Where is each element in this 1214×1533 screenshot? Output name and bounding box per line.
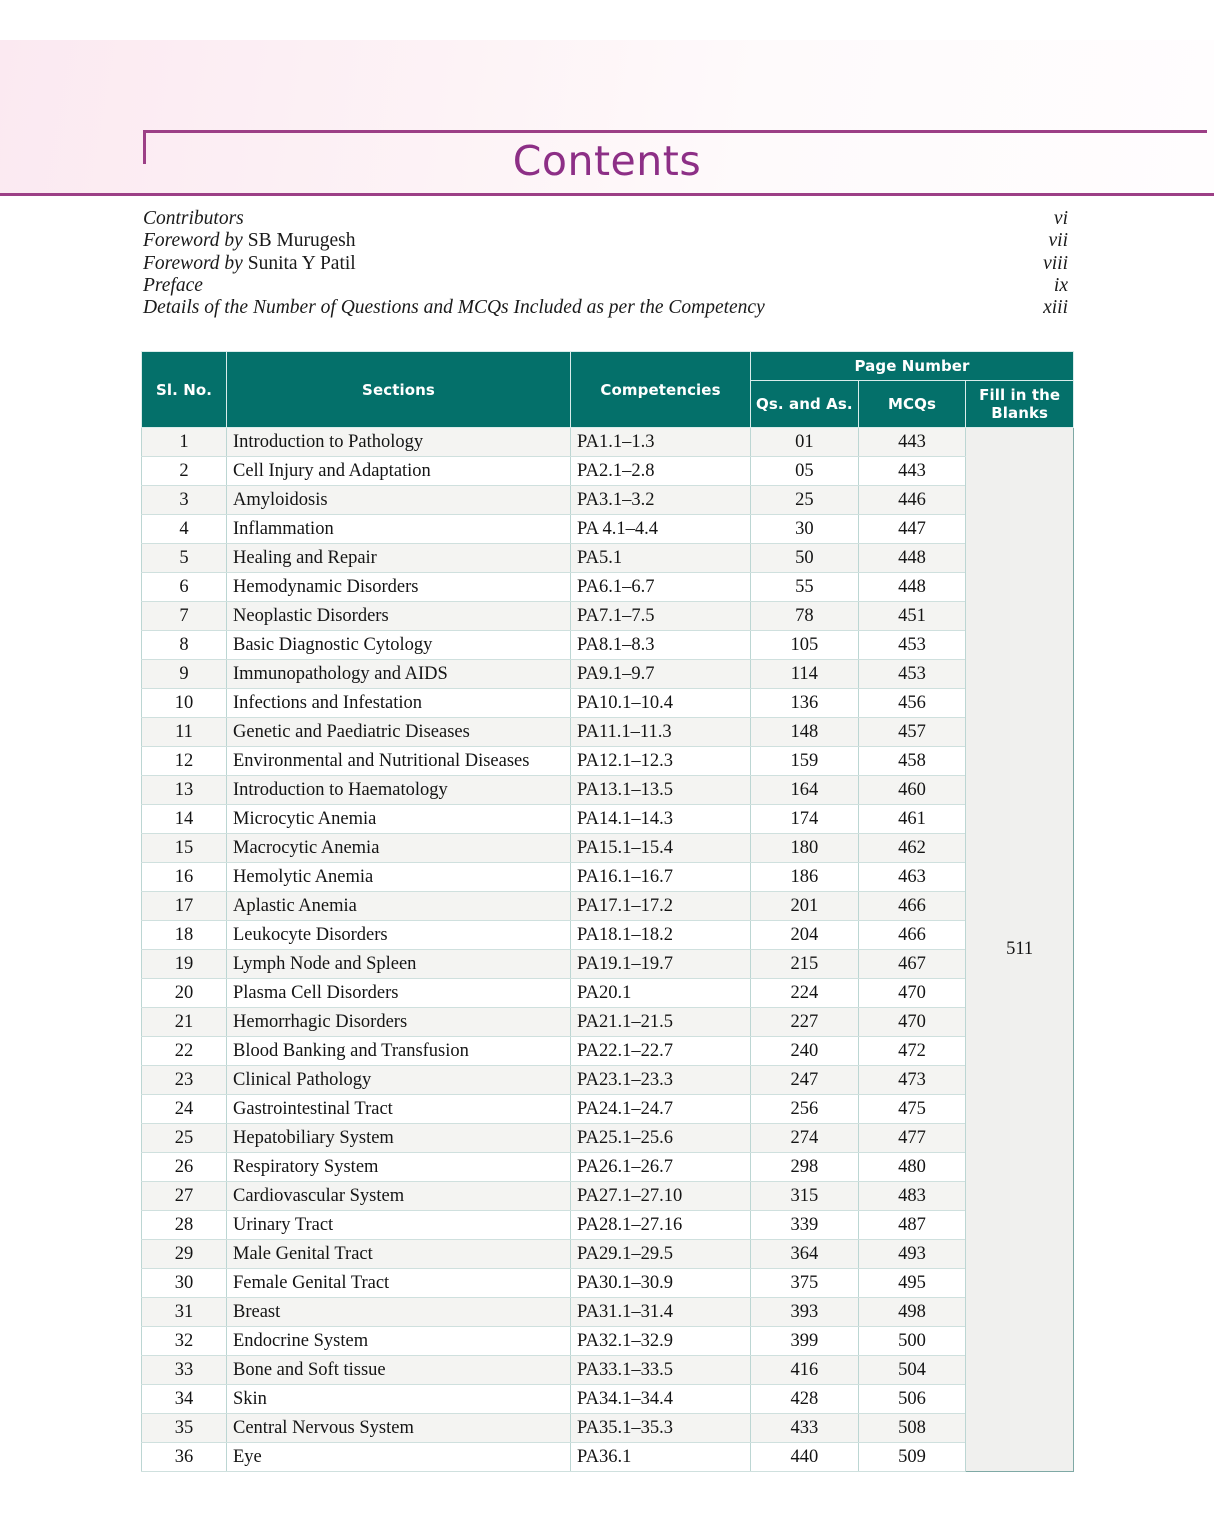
cell-qs-and-as: 215 bbox=[751, 950, 859, 979]
cell-sl-no: 33 bbox=[142, 1356, 227, 1385]
cell-competency: PA17.1–17.2 bbox=[571, 892, 751, 921]
table-row bbox=[142, 776, 1074, 805]
cell-section-name: Healing and Repair bbox=[227, 544, 571, 573]
cell-sl-no: 15 bbox=[142, 834, 227, 863]
cell-qs-and-as: 50 bbox=[751, 544, 859, 573]
frontmatter-entry bbox=[143, 208, 1068, 230]
cell-sl-no: 36 bbox=[142, 1443, 227, 1472]
cell-qs-and-as: 148 bbox=[751, 718, 859, 747]
cell-mcqs: 508 bbox=[858, 1414, 966, 1443]
cell-section-name: Infections and Infestation bbox=[227, 689, 571, 718]
table-row bbox=[142, 457, 1074, 486]
cell-section-name: Urinary Tract bbox=[227, 1211, 571, 1240]
cell-section-name: Genetic and Paediatric Diseases bbox=[227, 718, 571, 747]
cell-section-name: Clinical Pathology bbox=[227, 1066, 571, 1095]
table-row bbox=[142, 1414, 1074, 1443]
cell-mcqs: 470 bbox=[858, 1008, 966, 1037]
cell-mcqs: 457 bbox=[858, 718, 966, 747]
cell-mcqs: 453 bbox=[858, 660, 966, 689]
table-row bbox=[142, 1153, 1074, 1182]
cell-qs-and-as: 180 bbox=[751, 834, 859, 863]
frontmatter-entry bbox=[143, 230, 1068, 252]
cell-mcqs: 495 bbox=[858, 1269, 966, 1298]
table-row bbox=[142, 1066, 1074, 1095]
cell-mcqs: 509 bbox=[858, 1443, 966, 1472]
cell-competency: PA18.1–18.2 bbox=[571, 921, 751, 950]
cell-mcqs: 472 bbox=[858, 1037, 966, 1066]
cell-competency: PA20.1 bbox=[571, 979, 751, 1008]
cell-sl-no: 13 bbox=[142, 776, 227, 805]
cell-qs-and-as: 30 bbox=[751, 515, 859, 544]
cell-qs-and-as: 240 bbox=[751, 1037, 859, 1066]
cell-mcqs: 500 bbox=[858, 1327, 966, 1356]
cell-competency: PA32.1–32.9 bbox=[571, 1327, 751, 1356]
cell-qs-and-as: 298 bbox=[751, 1153, 859, 1182]
cell-mcqs: 463 bbox=[858, 863, 966, 892]
cell-sl-no: 21 bbox=[142, 1008, 227, 1037]
cell-section-name: Aplastic Anemia bbox=[227, 892, 571, 921]
cell-qs-and-as: 256 bbox=[751, 1095, 859, 1124]
table-row bbox=[142, 1356, 1074, 1385]
cell-section-name: Amyloidosis bbox=[227, 486, 571, 515]
cell-mcqs: 453 bbox=[858, 631, 966, 660]
cell-section-name: Microcytic Anemia bbox=[227, 805, 571, 834]
cell-sl-no: 11 bbox=[142, 718, 227, 747]
cell-competency: PA24.1–24.7 bbox=[571, 1095, 751, 1124]
table-row bbox=[142, 544, 1074, 573]
cell-competency: PA19.1–19.7 bbox=[571, 950, 751, 979]
cell-sl-no: 28 bbox=[142, 1211, 227, 1240]
cell-mcqs: 480 bbox=[858, 1153, 966, 1182]
frontmatter-entry bbox=[143, 297, 1068, 319]
cell-section-name: Introduction to Pathology bbox=[227, 428, 571, 457]
table-row bbox=[142, 428, 1074, 457]
cell-mcqs: 451 bbox=[858, 602, 966, 631]
cell-sl-no: 22 bbox=[142, 1037, 227, 1066]
cell-qs-and-as: 159 bbox=[751, 747, 859, 776]
cell-competency: PA1.1–1.3 bbox=[571, 428, 751, 457]
table-row bbox=[142, 660, 1074, 689]
cell-mcqs: 477 bbox=[858, 1124, 966, 1153]
cell-qs-and-as: 416 bbox=[751, 1356, 859, 1385]
page-title: Contents bbox=[512, 137, 702, 185]
cell-competency: PA23.1–23.3 bbox=[571, 1066, 751, 1095]
cell-qs-and-as: 339 bbox=[751, 1211, 859, 1240]
table-row bbox=[142, 1182, 1074, 1211]
cell-section-name: Leukocyte Disorders bbox=[227, 921, 571, 950]
cell-section-name: Gastrointestinal Tract bbox=[227, 1095, 571, 1124]
cell-sl-no: 30 bbox=[142, 1269, 227, 1298]
cell-competency: PA8.1–8.3 bbox=[571, 631, 751, 660]
cell-competency: PA13.1–13.5 bbox=[571, 776, 751, 805]
cell-section-name: Male Genital Tract bbox=[227, 1240, 571, 1269]
cell-competency: PA15.1–15.4 bbox=[571, 834, 751, 863]
cell-mcqs: 456 bbox=[858, 689, 966, 718]
cell-competency: PA27.1–27.10 bbox=[571, 1182, 751, 1211]
cell-sl-no: 19 bbox=[142, 950, 227, 979]
cell-competency: PA2.1–2.8 bbox=[571, 457, 751, 486]
cell-mcqs: 504 bbox=[858, 1356, 966, 1385]
column-header-qs-and-as: Qs. and As. bbox=[751, 381, 859, 428]
cell-qs-and-as: 05 bbox=[751, 457, 859, 486]
cell-mcqs: 458 bbox=[858, 747, 966, 776]
cell-sl-no: 3 bbox=[142, 486, 227, 515]
cell-mcqs: 446 bbox=[858, 486, 966, 515]
cell-sl-no: 6 bbox=[142, 573, 227, 602]
frontmatter-label: Contributors bbox=[143, 208, 244, 229]
table-row bbox=[142, 573, 1074, 602]
table-row bbox=[142, 892, 1074, 921]
cell-sl-no: 23 bbox=[142, 1066, 227, 1095]
frontmatter-label-name: Sunita Y Patil bbox=[247, 252, 356, 274]
cell-sl-no: 18 bbox=[142, 921, 227, 950]
cell-sl-no: 10 bbox=[142, 689, 227, 718]
cell-sl-no: 20 bbox=[142, 979, 227, 1008]
header-divider-rule bbox=[0, 193, 1214, 196]
cell-mcqs: 460 bbox=[858, 776, 966, 805]
cell-mcqs: 487 bbox=[858, 1211, 966, 1240]
cell-mcqs: 506 bbox=[858, 1385, 966, 1414]
table-row bbox=[142, 1095, 1074, 1124]
cell-section-name: Environmental and Nutritional Diseases bbox=[227, 747, 571, 776]
cell-qs-and-as: 105 bbox=[751, 631, 859, 660]
cell-fill-in-the-blanks: 511 bbox=[966, 428, 1074, 1472]
cell-qs-and-as: 315 bbox=[751, 1182, 859, 1211]
cell-mcqs: 483 bbox=[858, 1182, 966, 1211]
cell-qs-and-as: 114 bbox=[751, 660, 859, 689]
cell-qs-and-as: 274 bbox=[751, 1124, 859, 1153]
cell-competency: PA21.1–21.5 bbox=[571, 1008, 751, 1037]
table-row bbox=[142, 921, 1074, 950]
contents-table-body bbox=[142, 428, 1074, 1472]
frontmatter-entry bbox=[143, 275, 1068, 297]
cell-section-name: Central Nervous System bbox=[227, 1414, 571, 1443]
column-header-page-number: Page Number bbox=[751, 352, 1074, 381]
cell-competency: PA29.1–29.5 bbox=[571, 1240, 751, 1269]
frontmatter-entry bbox=[143, 253, 1068, 275]
cell-competency: PA10.1–10.4 bbox=[571, 689, 751, 718]
cell-section-name: Hepatobiliary System bbox=[227, 1124, 571, 1153]
cell-section-name: Skin bbox=[227, 1385, 571, 1414]
cell-competency: PA34.1–34.4 bbox=[571, 1385, 751, 1414]
cell-sl-no: 7 bbox=[142, 602, 227, 631]
cell-mcqs: 448 bbox=[858, 573, 966, 602]
cell-competency: PA31.1–31.4 bbox=[571, 1298, 751, 1327]
cell-qs-and-as: 55 bbox=[751, 573, 859, 602]
contents-table bbox=[141, 351, 1074, 1472]
cell-sl-no: 35 bbox=[142, 1414, 227, 1443]
cell-qs-and-as: 78 bbox=[751, 602, 859, 631]
cell-mcqs: 498 bbox=[858, 1298, 966, 1327]
cell-competency: PA6.1–6.7 bbox=[571, 573, 751, 602]
cell-competency: PA9.1–9.7 bbox=[571, 660, 751, 689]
cell-competency: PA 4.1–4.4 bbox=[571, 515, 751, 544]
cell-qs-and-as: 01 bbox=[751, 428, 859, 457]
cell-qs-and-as: 224 bbox=[751, 979, 859, 1008]
cell-section-name: Macrocytic Anemia bbox=[227, 834, 571, 863]
cell-qs-and-as: 428 bbox=[751, 1385, 859, 1414]
cell-qs-and-as: 201 bbox=[751, 892, 859, 921]
cell-section-name: Female Genital Tract bbox=[227, 1269, 571, 1298]
cell-competency: PA30.1–30.9 bbox=[571, 1269, 751, 1298]
cell-sl-no: 25 bbox=[142, 1124, 227, 1153]
table-row bbox=[142, 1298, 1074, 1327]
cell-qs-and-as: 164 bbox=[751, 776, 859, 805]
column-header-sections: Sections bbox=[227, 352, 571, 428]
cell-mcqs: 466 bbox=[858, 921, 966, 950]
cell-sl-no: 34 bbox=[142, 1385, 227, 1414]
table-row bbox=[142, 979, 1074, 1008]
cell-competency: PA35.1–35.3 bbox=[571, 1414, 751, 1443]
cell-section-name: Plasma Cell Disorders bbox=[227, 979, 571, 1008]
cell-sl-no: 26 bbox=[142, 1153, 227, 1182]
frontmatter-label: Details of the Number of Questions and MCQs Included as per the Competency bbox=[143, 297, 765, 319]
frontmatter-label: Foreword by bbox=[143, 252, 248, 274]
table-row bbox=[142, 1240, 1074, 1269]
cell-section-name: Endocrine System bbox=[227, 1327, 571, 1356]
frontmatter-page-number: viii bbox=[1043, 252, 1068, 274]
cell-section-name: Blood Banking and Transfusion bbox=[227, 1037, 571, 1066]
cell-sl-no: 1 bbox=[142, 428, 227, 457]
cell-competency: PA11.1–11.3 bbox=[571, 718, 751, 747]
table-row bbox=[142, 1037, 1074, 1066]
cell-sl-no: 2 bbox=[142, 457, 227, 486]
cell-qs-and-as: 204 bbox=[751, 921, 859, 950]
cell-competency: PA16.1–16.7 bbox=[571, 863, 751, 892]
cell-section-name: Immunopathology and AIDS bbox=[227, 660, 571, 689]
cell-section-name: Cardiovascular System bbox=[227, 1182, 571, 1211]
cell-section-name: Hemodynamic Disorders bbox=[227, 573, 571, 602]
table-row bbox=[142, 834, 1074, 863]
cell-qs-and-as: 227 bbox=[751, 1008, 859, 1037]
contents-table-head bbox=[142, 352, 1074, 428]
cell-sl-no: 29 bbox=[142, 1240, 227, 1269]
cell-competency: PA25.1–25.6 bbox=[571, 1124, 751, 1153]
cell-mcqs: 443 bbox=[858, 428, 966, 457]
frontmatter-label-name: SB Murugesh bbox=[247, 230, 356, 252]
cell-section-name: Cell Injury and Adaptation bbox=[227, 457, 571, 486]
table-header-row-1 bbox=[142, 352, 1074, 381]
cell-sl-no: 5 bbox=[142, 544, 227, 573]
frontmatter-label: Preface bbox=[143, 274, 203, 296]
cell-sl-no: 17 bbox=[142, 892, 227, 921]
cell-competency: PA7.1–7.5 bbox=[571, 602, 751, 631]
table-row bbox=[142, 486, 1074, 515]
column-header-fill-in-the-blanks: Fill in the Blanks bbox=[966, 381, 1074, 428]
cell-sl-no: 16 bbox=[142, 863, 227, 892]
cell-sl-no: 8 bbox=[142, 631, 227, 660]
cell-mcqs: 461 bbox=[858, 805, 966, 834]
cell-sl-no: 9 bbox=[142, 660, 227, 689]
table-row bbox=[142, 1327, 1074, 1356]
table-row bbox=[142, 950, 1074, 979]
cell-mcqs: 475 bbox=[858, 1095, 966, 1124]
frontmatter-page-number: vi bbox=[1053, 208, 1068, 229]
cell-competency: PA28.1–27.16 bbox=[571, 1211, 751, 1240]
cell-qs-and-as: 375 bbox=[751, 1269, 859, 1298]
cell-competency: PA36.1 bbox=[571, 1443, 751, 1472]
table-row bbox=[142, 747, 1074, 776]
table-row bbox=[142, 631, 1074, 660]
cell-section-name: Breast bbox=[227, 1298, 571, 1327]
cell-section-name: Neoplastic Disorders bbox=[227, 602, 571, 631]
table-row bbox=[142, 1211, 1074, 1240]
cell-sl-no: 27 bbox=[142, 1182, 227, 1211]
cell-mcqs: 467 bbox=[858, 950, 966, 979]
table-row bbox=[142, 602, 1074, 631]
cell-competency: PA3.1–3.2 bbox=[571, 486, 751, 515]
cell-section-name: Hemolytic Anemia bbox=[227, 863, 571, 892]
cell-mcqs: 493 bbox=[858, 1240, 966, 1269]
cell-qs-and-as: 186 bbox=[751, 863, 859, 892]
cell-qs-and-as: 433 bbox=[751, 1414, 859, 1443]
cell-competency: PA12.1–12.3 bbox=[571, 747, 751, 776]
table-row bbox=[142, 515, 1074, 544]
column-header-competencies: Competencies bbox=[571, 352, 751, 428]
cell-mcqs: 466 bbox=[858, 892, 966, 921]
cell-qs-and-as: 247 bbox=[751, 1066, 859, 1095]
column-header-mcqs: MCQs bbox=[858, 381, 966, 428]
cell-mcqs: 470 bbox=[858, 979, 966, 1008]
cell-qs-and-as: 399 bbox=[751, 1327, 859, 1356]
frontmatter-page-number: vii bbox=[1048, 230, 1068, 252]
table-row bbox=[142, 863, 1074, 892]
cell-sl-no: 4 bbox=[142, 515, 227, 544]
cell-sl-no: 31 bbox=[142, 1298, 227, 1327]
cell-mcqs: 443 bbox=[858, 457, 966, 486]
table-row bbox=[142, 1269, 1074, 1298]
cell-sl-no: 24 bbox=[142, 1095, 227, 1124]
cell-qs-and-as: 440 bbox=[751, 1443, 859, 1472]
cell-mcqs: 447 bbox=[858, 515, 966, 544]
cell-section-name: Inflammation bbox=[227, 515, 571, 544]
cell-section-name: Bone and Soft tissue bbox=[227, 1356, 571, 1385]
cell-qs-and-as: 364 bbox=[751, 1240, 859, 1269]
cell-section-name: Eye bbox=[227, 1443, 571, 1472]
table-row bbox=[142, 689, 1074, 718]
table-row bbox=[142, 1385, 1074, 1414]
cell-sl-no: 32 bbox=[142, 1327, 227, 1356]
cell-competency: PA14.1–14.3 bbox=[571, 805, 751, 834]
cell-competency: PA26.1–26.7 bbox=[571, 1153, 751, 1182]
cell-section-name: Introduction to Haematology bbox=[227, 776, 571, 805]
frontmatter-page-number: xiii bbox=[1043, 297, 1068, 319]
cell-mcqs: 462 bbox=[858, 834, 966, 863]
frontmatter-page-number: ix bbox=[1053, 274, 1068, 296]
cell-qs-and-as: 174 bbox=[751, 805, 859, 834]
table-row bbox=[142, 1443, 1074, 1472]
cell-section-name: Basic Diagnostic Cytology bbox=[227, 631, 571, 660]
cell-sl-no: 14 bbox=[142, 805, 227, 834]
frontmatter-list bbox=[143, 208, 1068, 319]
table-row bbox=[142, 805, 1074, 834]
cell-competency: PA33.1–33.5 bbox=[571, 1356, 751, 1385]
cell-qs-and-as: 136 bbox=[751, 689, 859, 718]
frontmatter-label: Foreword by bbox=[143, 230, 248, 252]
cell-mcqs: 448 bbox=[858, 544, 966, 573]
cell-qs-and-as: 25 bbox=[751, 486, 859, 515]
cell-section-name: Lymph Node and Spleen bbox=[227, 950, 571, 979]
cell-competency: PA5.1 bbox=[571, 544, 751, 573]
table-row bbox=[142, 718, 1074, 747]
table-row bbox=[142, 1124, 1074, 1153]
table-row bbox=[142, 1008, 1074, 1037]
column-header-sl-no: Sl. No. bbox=[142, 352, 227, 428]
cell-competency: PA22.1–22.7 bbox=[571, 1037, 751, 1066]
cell-sl-no: 12 bbox=[142, 747, 227, 776]
cell-qs-and-as: 393 bbox=[751, 1298, 859, 1327]
cell-section-name: Respiratory System bbox=[227, 1153, 571, 1182]
cell-mcqs: 473 bbox=[858, 1066, 966, 1095]
cell-section-name: Hemorrhagic Disorders bbox=[227, 1008, 571, 1037]
